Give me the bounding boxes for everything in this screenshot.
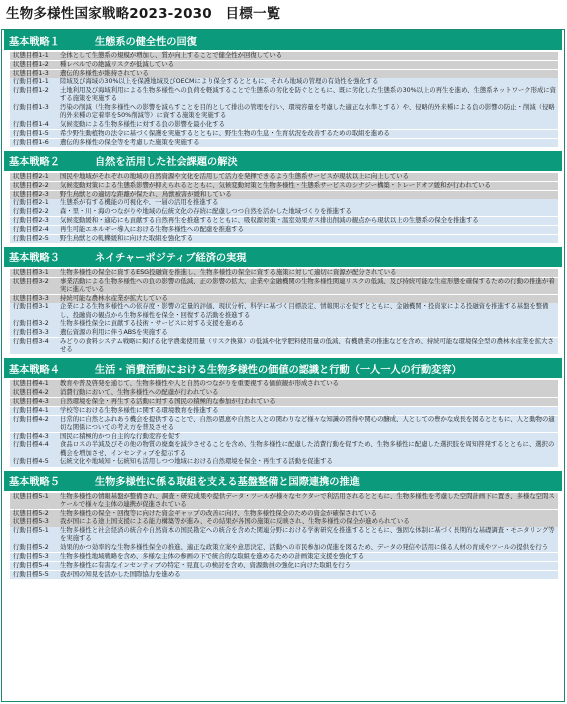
goal-code: 行動目標1-4 xyxy=(13,121,49,129)
goal-text: 生物多様性地域戦略を含め、多様な主体の参画の下で統合的な取組を進めるための計画策定支援を強化する xyxy=(60,552,365,560)
goal-code: 状態目標3-1 xyxy=(13,268,49,276)
action-goal-row xyxy=(10,235,558,243)
strategy-header xyxy=(4,358,562,378)
action-goal-row xyxy=(10,544,558,552)
goal-code: 行動目標5-2 xyxy=(13,544,49,552)
action-goal-row xyxy=(10,338,558,354)
strategy-title: 生活・消費活動における生物多様性の価値の認識と行動（一人一人の行動変容） xyxy=(95,364,462,376)
action-goal-row xyxy=(10,562,558,570)
strategy-header xyxy=(4,151,562,171)
strategy-section xyxy=(4,30,562,147)
action-goal-row xyxy=(10,407,558,415)
strategy-code: 基本戦略５ xyxy=(9,477,60,489)
goal-code: 行動目標1-6 xyxy=(13,138,49,146)
action-goal-row xyxy=(10,458,558,466)
goal-code: 状態目標5-1 xyxy=(13,492,49,500)
goal-code: 状態目標5-2 xyxy=(13,509,49,517)
action-goal-row xyxy=(10,329,558,337)
state-goal-row xyxy=(10,518,558,526)
goal-text: 伝統文化や地域知・伝統知も活用しつつ地域における自然環境を保全・再生する活動を促進する xyxy=(60,458,333,466)
goal-text: 汚染の削減（生物多様性への影響を減らすことを目的として排出の管理を行い、環境容量を考慮した適正な水準とする）や、侵略的外来種による負の影響の防止・削減（侵略的外来種の定着率を50%削減等）に資する施策を実施する xyxy=(60,104,555,120)
action-goal-row xyxy=(10,553,558,561)
state-goal-row xyxy=(10,173,558,181)
strategy-title: 自然を活用した社会課題の解決 xyxy=(95,157,238,169)
goal-text: 遺伝的多様性の保全等を考慮した施策を実施する xyxy=(60,138,200,146)
goal-code: 行動目標3-2 xyxy=(13,320,49,328)
goal-text: 再生可能エネルギー導入における生物多様性への配慮を推進する xyxy=(60,225,244,233)
goal-code: 行動目標5-1 xyxy=(13,527,49,535)
goal-text: 学校等における生物多様性に関する環境教育を推進する xyxy=(60,406,219,414)
goal-text: 遺伝的多様性が維持されている xyxy=(60,69,149,77)
goal-text: 事業活動による生物多様性への負の影響の低減、正の影響の拡大、企業や金融機関の生物多様性関連リスクの低減、及び持続可能な生産形態を確保するための行動の推進が着実に進んでいる xyxy=(60,277,555,293)
strategy-section xyxy=(4,358,562,466)
action-goal-row xyxy=(10,527,558,543)
goal-code: 状態目標1-2 xyxy=(13,60,49,68)
goal-code: 状態目標3-2 xyxy=(13,277,49,285)
goal-code: 行動目標2-4 xyxy=(13,225,49,233)
state-goal-row xyxy=(10,380,558,388)
action-goal-row xyxy=(10,571,558,579)
goal-text: 国民に積極的かつ自主的な行動変容を促す xyxy=(60,432,181,440)
goal-code: 行動目標1-5 xyxy=(13,129,49,137)
goal-code: 行動目標4-3 xyxy=(13,432,49,440)
goal-code: 状態目標4-2 xyxy=(13,389,49,397)
goal-text: 食品ロスの半減及びその他の物質の廃棄を減少させることを含め、生物多様性に配慮した消費行動を促すため、生物多様性に配慮した選択肢を周知啓発するとともに、選択の機会を増加させ、インセンティブを提示する xyxy=(60,441,555,457)
action-goal-row xyxy=(10,199,558,207)
strategy-code: 基本戦略２ xyxy=(9,157,60,169)
goal-code: 状態目標5-3 xyxy=(13,518,49,526)
goal-code: 行動目標3-1 xyxy=(13,303,49,311)
action-goal-row xyxy=(10,208,558,216)
strategy-title: 生態系の健全性の回復 xyxy=(95,36,197,48)
action-goal-row xyxy=(10,441,558,457)
goal-text: 生物多様性の保全に資するESG投融資を推進し、生物多様性の保全に資する施策に対して適切に資源が配分されている xyxy=(60,268,397,276)
goal-text: 生物多様性の保全・回復等に向けた資金ギャップの改善に向け、生物多様性保全のための資金が確保されている xyxy=(60,509,377,517)
goal-code: 行動目標5-5 xyxy=(13,570,49,578)
goal-code: 行動目標1-2 xyxy=(13,87,49,95)
goal-code: 状態目標1-3 xyxy=(13,69,49,77)
goal-text: 生物多様性の情報基盤が整備され、調査・研究成果や提供データ・ツールが様々なセクターで利活用されるとともに、生物多様性を考慮した空間計画下に置き、多様な空間スケールで様々な主体の連携が促進されている xyxy=(60,492,555,508)
state-goal-row xyxy=(10,269,558,277)
action-goal-row xyxy=(10,433,558,441)
goal-code: 行動目標2-1 xyxy=(13,199,49,207)
action-goal-row xyxy=(10,226,558,234)
page-title: 生物多様性国家戦略2023-2030 目標一覧 xyxy=(6,6,281,22)
goal-code: 状態目標2-2 xyxy=(13,181,49,189)
goal-code: 状態目標1-1 xyxy=(13,52,49,59)
goal-list xyxy=(4,171,562,243)
goal-text: 教育や普及啓発を通じて、生物多様性や人と自然のつながりを重要視する価値観が形成されている xyxy=(60,380,340,388)
strategy-section xyxy=(4,247,562,355)
state-goal-row xyxy=(10,191,558,199)
goal-text: 全体として生態系の規模が増加し、質が向上することで健全性が回復している xyxy=(60,52,283,59)
state-goal-row xyxy=(10,52,558,60)
goals-table xyxy=(1,29,565,702)
state-goal-row xyxy=(10,70,558,78)
state-goal-row xyxy=(10,295,558,303)
goal-code: 行動目標1-3 xyxy=(13,104,49,112)
goal-code: 状態目標2-1 xyxy=(13,172,49,180)
goal-text: 野生鳥獣との軋轢緩和に向けた取組を強化する xyxy=(60,234,194,242)
action-goal-row xyxy=(10,320,558,328)
goal-code: 行動目標5-4 xyxy=(13,561,49,569)
strategy-section xyxy=(4,151,562,243)
goal-text: 気候変動対策による生態系影響が抑えられるとともに、気候変動対策と生物多様性・生態系サービスのシナジー構築・トレードオフ緩和が行われている xyxy=(60,181,491,189)
strategy-code: 基本戦略４ xyxy=(9,364,60,376)
goal-list xyxy=(4,267,562,355)
strategy-code: 基本戦略３ xyxy=(9,253,60,265)
goal-code: 行動目標4-4 xyxy=(13,441,49,449)
goal-text: 我が国による途上国支援による能力構築等が進み、その結果が各国の施策に反映され、生物多様性の保全が進められている xyxy=(60,518,410,526)
goal-text: 日常的に自然とふれあう機会を提供することで、自然の恩恵や自然と人との関わりなど様々な知識の習得や関心の醸成、人としての豊かな成長を図るとともに、人と動物の適切な関係についての考え方を普及させる xyxy=(60,415,555,431)
goal-text: 遺伝資源の利用に伴うABSを実施する xyxy=(60,329,168,337)
goal-list xyxy=(4,378,562,466)
goal-code: 行動目標1-1 xyxy=(13,78,49,86)
goal-text: 気候変動緩和・適応にも貢献する自然再生を推進するとともに、吸収源対策・温室効果ガス排出削減の観点から現状以上の生態系の保全を推進する xyxy=(60,216,479,224)
goal-text: 気候変動による生物多様性に対する負の影響を最小化する xyxy=(60,121,225,129)
goal-code: 行動目標4-1 xyxy=(13,406,49,414)
state-goal-row xyxy=(10,398,558,406)
goal-code: 行動目標2-3 xyxy=(13,216,49,224)
action-goal-row xyxy=(10,416,558,432)
strategy-header xyxy=(4,471,562,491)
goal-text: 生物多様性保全に貢献する技術・サービスに対する支援を進める xyxy=(60,320,244,328)
goal-text: 我が国の知見を活かした国際協力を進める xyxy=(60,570,181,578)
action-goal-row xyxy=(10,104,558,120)
state-goal-row xyxy=(10,389,558,397)
goal-code: 行動目標3-4 xyxy=(13,337,49,345)
action-goal-row xyxy=(10,303,558,319)
state-goal-row xyxy=(10,182,558,190)
goal-code: 状態目標4-1 xyxy=(13,380,49,388)
state-goal-row xyxy=(10,493,558,509)
goal-text: 種レベルでの絶滅リスクが低減している xyxy=(60,60,175,68)
action-goal-row xyxy=(10,78,558,86)
goal-code: 状態目標4-3 xyxy=(13,397,49,405)
action-goal-row xyxy=(10,87,558,103)
goal-list xyxy=(4,491,562,579)
goal-code: 行動目標3-3 xyxy=(13,329,49,337)
strategy-section xyxy=(4,471,562,579)
goal-text: 生物多様性に有害なインセンティブの特定・見直しの検討を含め、資源動員の強化に向けた取組を行う xyxy=(60,561,352,569)
goal-text: みどりの食料システム戦略に掲げる化学農薬使用量（リスク換算）の低減や化学肥料使用量の低減、有機農業の推進などを含め、持続可能な環境保全型の農林水産業を拡大させる xyxy=(60,337,554,354)
goal-text: 生物多様性と社会経済の統合や自然資本の国民勘定への統合を含めた関連分野における学術研究を推進するとともに、強固な体制に基づく長期的な基礎調査・モニタリング等を実施する xyxy=(60,527,555,543)
goal-code: 状態目標3-3 xyxy=(13,294,49,302)
goal-text: 野生鳥獣との適切な距離が保たれ、鳥獣被害が緩和している xyxy=(60,190,232,198)
goal-code: 行動目標2-5 xyxy=(13,234,49,242)
strategy-title: 生物多様性に係る取組を支える基盤整備と国際連携の推進 xyxy=(95,477,360,489)
goal-code: 行動目標2-2 xyxy=(13,208,49,216)
goal-text: 希少野生動植物の法令に基づく保護を実施するとともに、野生生物の生息・生育状況を改善するための取組を進める xyxy=(60,129,390,137)
goal-text: 森・里・川・海のつながりや地域の伝統文化の存続に配慮しつつ自然を活かした地域づくりを推進する xyxy=(60,208,352,216)
state-goal-row xyxy=(10,510,558,518)
goal-text: 消費行動において、生物多様性への配慮が行われている xyxy=(60,389,219,397)
goal-text: 持続可能な農林水産業が拡大している xyxy=(60,294,168,302)
state-goal-row xyxy=(10,278,558,294)
goal-code: 行動目標5-3 xyxy=(13,552,49,560)
goal-text: 陸域及び海域の30%以上を保護地域及びOECMにより保全するとともに、それら地域の管理の有効性を強化する xyxy=(60,78,379,86)
action-goal-row xyxy=(10,217,558,225)
strategy-header xyxy=(4,30,562,50)
goal-text: 土地利用及び海域利用による生物多様性への負荷を軽減することで生態系の劣化を防ぐとともに、既に劣化した生態系の30%以上の再生を進め、生態系ネットワーク形成に資する施策を実施する xyxy=(60,87,556,103)
state-goal-row xyxy=(10,61,558,69)
goal-list xyxy=(4,50,562,147)
action-goal-row xyxy=(10,139,558,147)
goal-text: 国民や地域がそれぞれの地域の自然資源や文化を活用して活力を発揮できるよう生態系サービスが現状以上に向上している xyxy=(60,172,409,180)
goal-code: 状態目標2-3 xyxy=(13,190,49,198)
goal-code: 行動目標4-2 xyxy=(13,415,49,423)
strategy-title: ネイチャーポジティブ経済の実現 xyxy=(95,253,247,265)
goal-text: 自然環境を保全・再生する活動に対する国民の積極的な参加が行われている xyxy=(60,397,276,405)
goal-code: 行動目標4-5 xyxy=(13,458,49,466)
action-goal-row xyxy=(10,121,558,129)
strategy-code: 基本戦略１ xyxy=(9,36,60,48)
goal-text: 効果的かつ効率的な生物多様性保全の推進、適正な政策立案や意思決定、活動への市民参加の促進を図るため、データの発信や活用に係る人材の育成やツールの提供を行う xyxy=(60,544,549,552)
goal-text: 企業による生物多様性への依存度・影響の定量的評価、現状分析、科学に基づく目標設定、情報開示を促すとともに、金融機関・投資家による投融資を推進する基盤を整備し、投融資の観点から生物多様性を保全・回復する活動を推進する xyxy=(60,303,549,319)
action-goal-row xyxy=(10,130,558,138)
strategy-header xyxy=(4,247,562,267)
goal-text: 生態系が有する機能の可視化や、一層の活用を推進する xyxy=(60,199,219,207)
